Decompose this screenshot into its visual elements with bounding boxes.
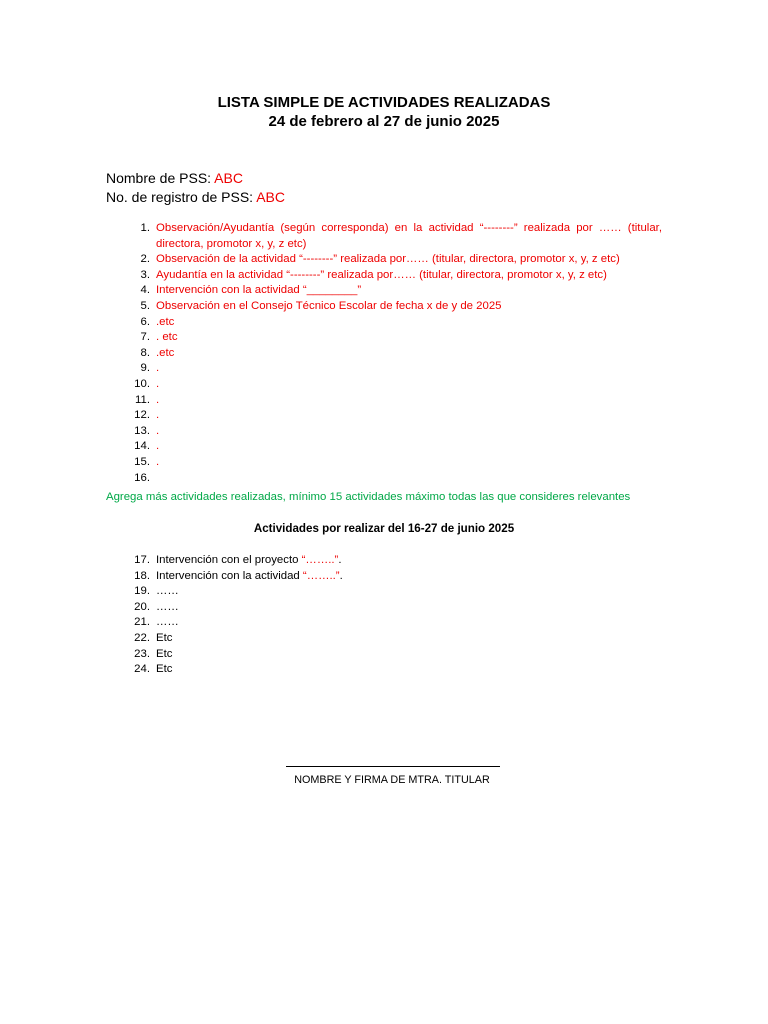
list-number: 21. (134, 616, 150, 629)
list-item (106, 408, 662, 424)
list-item (106, 252, 662, 268)
list-text: . (156, 455, 160, 468)
list-number: 24. (134, 663, 150, 676)
pss-registration-label: No. de registro de PSS: (106, 189, 257, 205)
list-text: …… (156, 616, 179, 629)
list-text: Ayudantía en la actividad “--------” realizada por…… (titular, directora, promotor x, y, z etc) (156, 268, 607, 281)
list-number: 20. (134, 600, 150, 613)
document-date-range: 24 de febrero al 27 de junio 2025 (268, 113, 500, 130)
list-text: Etc (156, 663, 173, 676)
list-text: .etc (156, 315, 175, 328)
list-item (106, 221, 662, 252)
list-number: 19. (134, 585, 150, 598)
list-number: 7. (140, 331, 150, 344)
list-text: …… (156, 585, 179, 598)
list-number: 5. (140, 299, 150, 312)
list-number: 2. (140, 253, 150, 266)
list-text: Observación en el Consejo Técnico Escolar de fecha x de y de 2025 (156, 299, 502, 312)
list-item (106, 361, 662, 377)
document-title: LISTA SIMPLE DE ACTIVIDADES REALIZADAS (217, 94, 551, 111)
list-number: 23. (134, 647, 150, 660)
list-number: 1. (140, 222, 150, 234)
signature-label: NOMBRE Y FIRMA DE MTRA. TITULAR (294, 774, 490, 786)
list-item (106, 439, 662, 455)
list-text: …… (156, 600, 179, 613)
pss-name-value: ABC (214, 170, 243, 186)
list-text: . etc (156, 331, 178, 344)
list-number: 12. (134, 409, 150, 422)
list-item (106, 455, 662, 471)
list-item (106, 631, 662, 647)
list-item (106, 569, 662, 585)
list-text-tail: . (338, 554, 342, 566)
list-number: 13. (134, 424, 150, 437)
list-item (106, 377, 662, 393)
list-text-tail: . (339, 569, 343, 582)
list-text: Etc (156, 631, 173, 644)
list-number: 10. (134, 377, 150, 390)
list-text: . (156, 393, 160, 406)
list-item (106, 647, 662, 663)
list-number: 4. (140, 284, 150, 297)
pss-registration-field (106, 188, 285, 206)
list-text: .etc (156, 346, 175, 359)
list-number: 8. (140, 346, 150, 359)
list-text: . (156, 362, 160, 375)
list-number: 16. (134, 471, 150, 484)
list-text-main: Intervención con la actividad (156, 569, 303, 582)
list-item (106, 330, 662, 346)
list-number: 11. (135, 393, 150, 406)
list-number: 22. (134, 631, 150, 644)
list-item (106, 662, 662, 678)
list-text: . (156, 424, 160, 437)
pss-name-field (106, 169, 243, 187)
list-item (106, 471, 662, 487)
list-item (106, 299, 662, 315)
list-text-placeholder: “……..” (302, 569, 340, 582)
list-item (106, 393, 662, 409)
list-number: 3. (140, 268, 150, 281)
list-number: 15. (134, 455, 150, 468)
list-item (106, 268, 662, 284)
list-text (156, 553, 662, 569)
list-item (106, 315, 662, 331)
pss-name-label: Nombre de PSS: (106, 170, 215, 186)
list-text-placeholder: “……..” (301, 554, 339, 566)
list-number: 14. (134, 440, 150, 453)
list-text: Observación de la actividad “--------” realizada por…… (titular, directora, promotor x, y, z etc) (156, 253, 620, 266)
list-number: 9. (140, 362, 150, 375)
list-item (106, 346, 662, 362)
list-text: Intervención con la actividad “________” (156, 284, 362, 297)
pss-registration-value: ABC (256, 189, 285, 205)
pending-activities-heading: Actividades por realizar del 16-27 de junio 2025 (253, 522, 515, 535)
list-text: . (156, 440, 160, 453)
list-number: 17. (134, 554, 150, 566)
list-item (106, 600, 662, 616)
pending-activities-list (106, 553, 662, 678)
list-text (156, 569, 662, 585)
list-text (156, 471, 662, 487)
signature-line (286, 766, 500, 767)
list-item (106, 283, 662, 299)
list-text-main: Intervención con el proyecto (156, 554, 302, 566)
completed-activities-list (106, 221, 662, 486)
list-text: Etc (156, 647, 173, 660)
instruction-note: Agrega más actividades realizadas, mínimo 15 actividades máximo todas las que consideres relevantes (106, 491, 631, 503)
list-item (106, 424, 662, 440)
list-number: 6. (140, 315, 150, 328)
list-text: Observación/Ayudantía (según corresponda) en la actividad “--------” realizada por …… (titular, directora, promotor x, y, z etc) (156, 222, 662, 250)
list-text: . (156, 409, 160, 422)
list-item (106, 553, 662, 569)
list-item (106, 615, 662, 631)
list-number: 18. (134, 569, 150, 582)
list-text: . (156, 377, 160, 390)
list-item (106, 584, 662, 600)
